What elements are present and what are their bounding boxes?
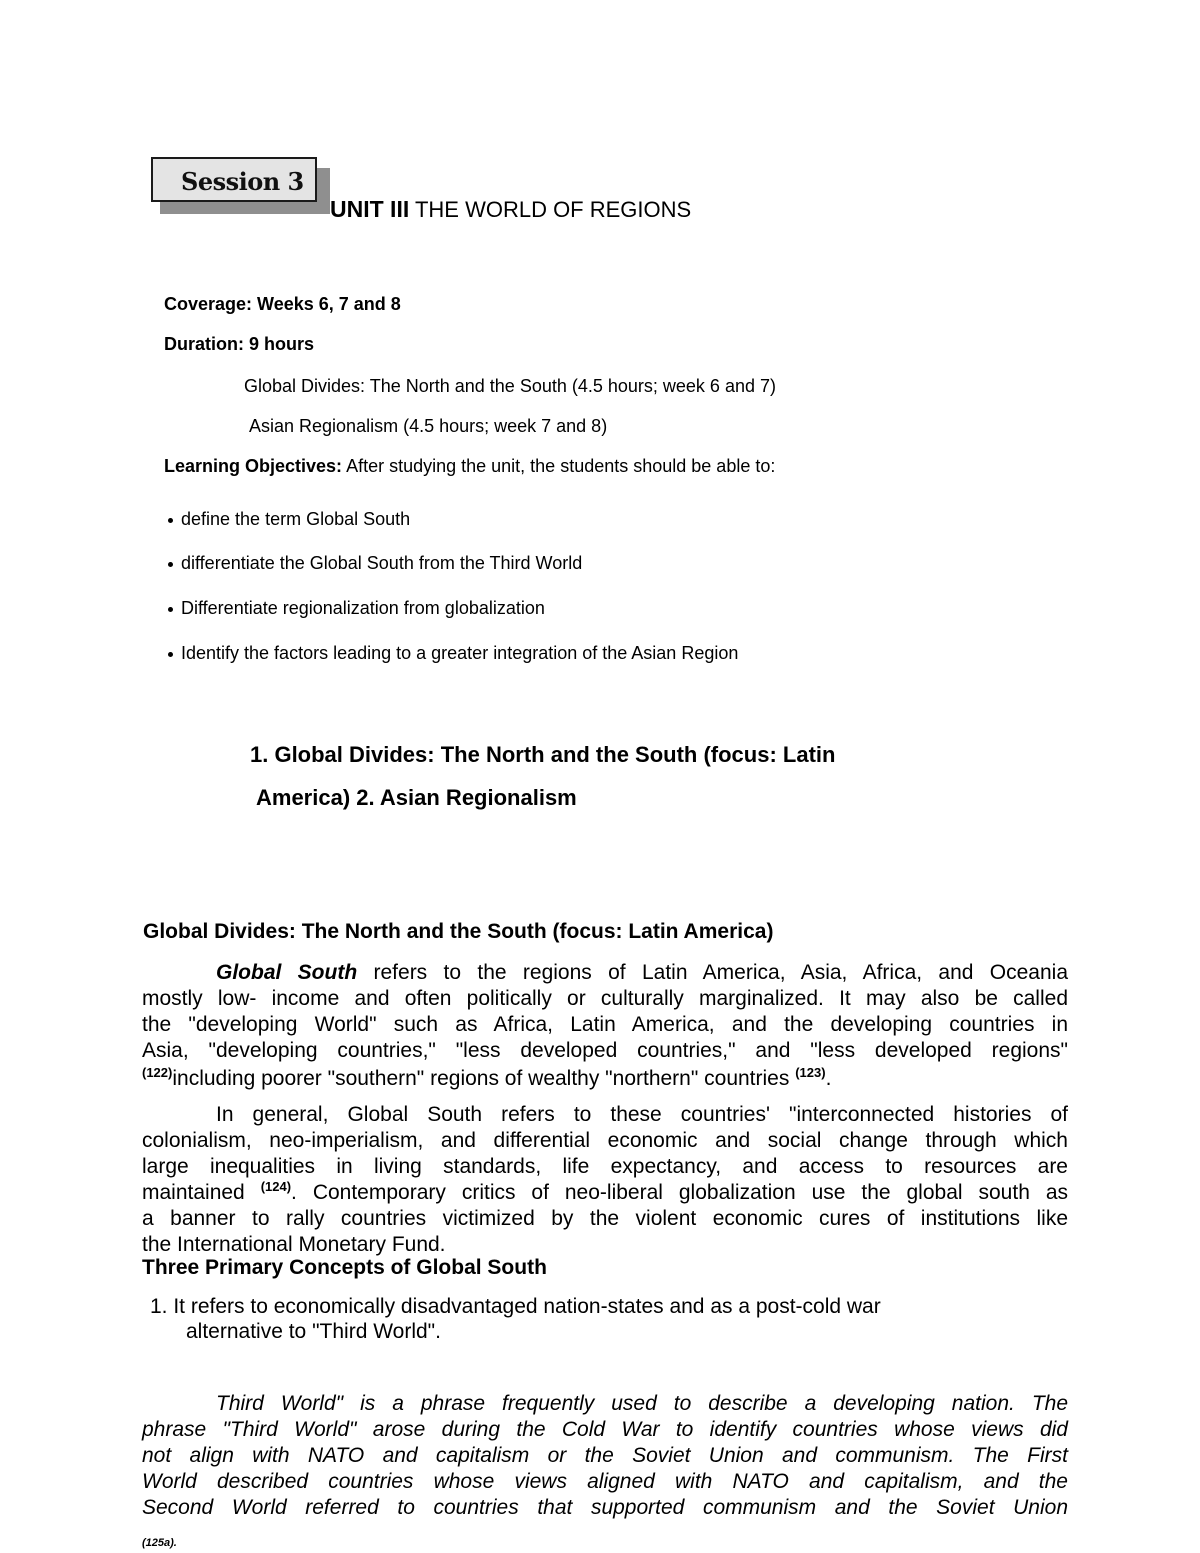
objective-item — [164, 598, 545, 619]
session-badge-label: Session 3 — [181, 167, 304, 196]
coverage: Coverage: Weeks 6, 7 and 8 — [164, 294, 401, 314]
objective-text: differentiate the Global South from the Third World — [181, 553, 583, 573]
objective-text: Identify the factors leading to a greater integration of the Asian Region — [181, 643, 739, 663]
objective-text: Differentiate regionalization from globalization — [181, 598, 545, 618]
objective-item — [164, 643, 738, 664]
three-concepts-title: Three Primary Concepts of Global South — [142, 1256, 547, 1279]
objective-text: define the term Global South — [181, 509, 411, 529]
topic-item: Global Divides: The North and the South (4.5 hours; week 6 and 7) — [244, 376, 776, 396]
toc-line: 1. Global Divides: The North and the South (focus: Latin — [250, 742, 836, 767]
learning-objectives-intro — [164, 456, 775, 477]
toc-line: America) 2. Asian Regionalism — [256, 785, 577, 810]
citation: (125a). — [142, 1537, 177, 1549]
term-global-south: Global South — [216, 961, 358, 984]
bullet-icon — [168, 652, 173, 657]
unit-title: THE WORLD OF REGIONS — [414, 197, 692, 222]
unit-label: UNIT III — [330, 196, 410, 222]
citation: (124) — [260, 1179, 292, 1194]
objective-item — [164, 553, 582, 574]
paragraph-in-general: In general, Global South refers to these countries' "interconnected histories of colonialism, neo-imperialism, and differential economic and social change through which large inequalities in living standards, life expectancy, and access to resources are maintained $^{(124)}$. Contemporary critics of neo-liberal globalization use the global south as a banner to rally countries victimized by the violent economic cures of institutions like the International Monetary Fund. — [142, 1103, 1068, 1256]
section-title: Global Divides: The North and the South (focus: Latin America) — [143, 920, 774, 943]
duration: Duration: 9 hours — [164, 334, 315, 354]
concept-item: 1. It refers to economically disadvantaged nation-states and as a post-cold war alternative to "Third World". — [150, 1295, 881, 1343]
learning-objectives-text: After studying the unit, the students should be able to: — [342, 456, 776, 476]
session-badge — [151, 157, 317, 202]
bullet-icon — [168, 518, 173, 523]
citation: (123) — [795, 1065, 826, 1080]
bullet-icon — [168, 607, 173, 612]
unit-heading — [330, 196, 691, 223]
objective-item — [164, 509, 410, 530]
citation: (122) — [142, 1065, 173, 1080]
learning-objectives-label: Learning Objectives: — [164, 456, 343, 476]
paragraph-third-world: Third World" is a phrase frequently used to describe a developing nation. The phrase "Third World" arose during the Cold War to identify countries whose views did not align with NATO and capitalism or the Soviet Union and communism. The First World described countries whose views aligned with NATO and capitalism, and the Second World referred to countries that supported communism and the Soviet Union — [142, 1392, 1068, 1519]
topic-item: Asian Regionalism (4.5 hours; week 7 and 8) — [249, 416, 608, 436]
bullet-icon — [168, 562, 173, 567]
paragraph-global-south: Global South refers to the regions of Latin America, Asia, Africa, and Oceania mostly low- income and often politically or culturally marginalized. It may also be called the "developing World" such as Africa, Latin America, and the developing countries in Asia, "developing countries," "less developed countries," and "less developed regions" $^{(122)}$including poorer "southern" regions of wealthy "northern" countries $^{(123)}$. — [142, 961, 1069, 1090]
